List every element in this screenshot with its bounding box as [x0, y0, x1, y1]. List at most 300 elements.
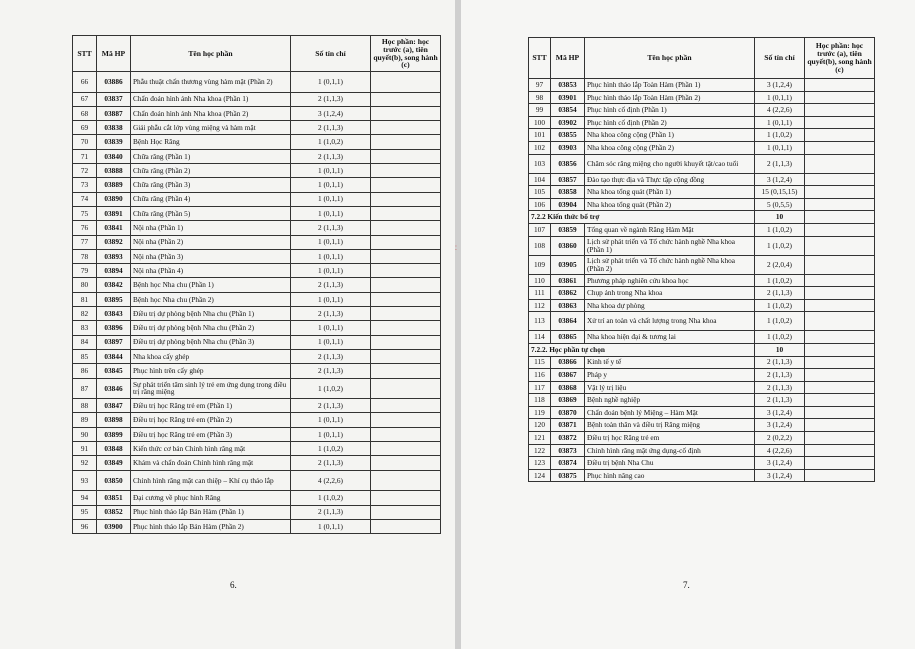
ma-hp-cell: 03858 [551, 186, 585, 199]
table-row [529, 104, 875, 117]
ma-hp-cell: 03837 [97, 92, 131, 106]
so-tin-chi-cell: 1 (0,1,1) [291, 427, 371, 441]
ten-hoc-phan-cell: Chăm sóc răng miệng cho người khuyết tật/cao tuổi [585, 154, 755, 173]
section-empty-cell [805, 211, 875, 224]
stt-cell: 89 [73, 413, 97, 427]
stt-cell: 120 [529, 419, 551, 432]
table-row [529, 381, 875, 394]
table-row [529, 129, 875, 142]
so-tin-chi-cell: 2 (1,1,3) [291, 149, 371, 163]
so-tin-chi-cell: 3 (1,2,4) [755, 79, 805, 92]
prereq-cell [371, 121, 441, 135]
table-row [73, 335, 441, 349]
ten-hoc-phan-cell: Phương pháp nghiên cứu khoa học [585, 274, 755, 287]
so-tin-chi-cell: 1 (1,0,2) [755, 129, 805, 142]
ma-hp-cell: 03874 [551, 457, 585, 470]
ma-hp-cell: 03905 [551, 255, 585, 274]
table-row [529, 312, 875, 331]
table-row [73, 413, 441, 427]
prereq-cell [371, 149, 441, 163]
ma-hp-cell: 03862 [551, 287, 585, 300]
ten-hoc-phan-cell: Sự phát triển tâm sinh lý trẻ em ứng dụng trong điều trị răng miệng [131, 378, 291, 399]
table-row [73, 442, 441, 456]
so-tin-chi-cell: 1 (0,1,1) [291, 519, 371, 533]
table-row [529, 469, 875, 482]
so-tin-chi-cell: 3 (1,2,4) [755, 457, 805, 470]
so-tin-chi-cell: 2 (1,1,3) [755, 394, 805, 407]
table-row [73, 192, 441, 206]
so-tin-chi-cell: 2 (1,1,3) [755, 381, 805, 394]
ma-hp-cell: 03867 [551, 369, 585, 382]
stt-cell: 66 [73, 72, 97, 93]
stt-cell: 70 [73, 135, 97, 149]
table-row [73, 72, 441, 93]
stt-cell: 109 [529, 255, 551, 274]
section-empty-cell [805, 343, 875, 356]
table-row [529, 186, 875, 199]
table-row [73, 399, 441, 413]
stt-cell: 115 [529, 356, 551, 369]
table-row [529, 444, 875, 457]
so-tin-chi-cell: 1 (0,1,1) [291, 72, 371, 93]
stt-cell: 79 [73, 264, 97, 278]
so-tin-chi-cell: 4 (2,2,6) [755, 104, 805, 117]
ten-hoc-phan-cell: Nội nha (Phần 4) [131, 264, 291, 278]
ten-hoc-phan-cell: Nha khoa dự phòng [585, 299, 755, 312]
left-page [0, 0, 455, 649]
ma-hp-cell: 03886 [97, 72, 131, 93]
so-tin-chi-cell: 2 (2,0,4) [755, 255, 805, 274]
stt-cell: 84 [73, 335, 97, 349]
table-row [529, 223, 875, 236]
ma-hp-cell: 03838 [97, 121, 131, 135]
so-tin-chi-cell: 1 (0,1,1) [291, 164, 371, 178]
so-tin-chi-cell: 3 (1,2,4) [755, 173, 805, 186]
table-row [73, 505, 441, 519]
so-tin-chi-cell: 1 (1,0,2) [755, 331, 805, 344]
stt-cell: 90 [73, 427, 97, 441]
so-tin-chi-cell: 5 (0,5,5) [755, 198, 805, 211]
table-body-left [73, 72, 441, 534]
table-row [73, 106, 441, 120]
prereq-cell [805, 299, 875, 312]
stt-cell: 122 [529, 444, 551, 457]
ten-hoc-phan-cell: Nha khoa tổng quát (Phần 1) [585, 186, 755, 199]
ten-hoc-phan-cell: Lịch sử phát triển và Tổ chức hành nghề Nha khoa (Phần 2) [585, 255, 755, 274]
so-tin-chi-cell: 1 (1,0,2) [755, 312, 805, 331]
so-tin-chi-cell: 1 (0,1,1) [291, 413, 371, 427]
ma-hp-cell: 03856 [551, 154, 585, 173]
so-tin-chi-cell: 1 (0,1,1) [291, 335, 371, 349]
so-tin-chi-cell: 2 (1,1,3) [755, 356, 805, 369]
prereq-cell [805, 141, 875, 154]
ten-hoc-phan-cell: Phục hình nâng cao [585, 469, 755, 482]
prereq-cell [371, 491, 441, 505]
table-body-right [529, 79, 875, 482]
prereq-cell [371, 456, 441, 470]
stt-cell: 121 [529, 432, 551, 445]
so-tin-chi-cell: 2 (1,1,3) [291, 92, 371, 106]
ten-hoc-phan-cell: Điều trị học Răng trẻ em [585, 432, 755, 445]
prereq-cell [805, 186, 875, 199]
stt-cell: 123 [529, 457, 551, 470]
page-number-right: 7. [683, 580, 690, 590]
table-row [529, 331, 875, 344]
ten-hoc-phan-cell: Bệnh học Nha chu (Phần 2) [131, 292, 291, 306]
stt-cell: 78 [73, 249, 97, 263]
header-stt: STT [73, 36, 97, 72]
table-row [73, 164, 441, 178]
table-row [73, 456, 441, 470]
so-tin-chi-cell: 2 (1,1,3) [755, 154, 805, 173]
table-row [73, 235, 441, 249]
so-tin-chi-cell: 1 (0,1,1) [291, 292, 371, 306]
ma-hp-cell: 03896 [97, 321, 131, 335]
ma-hp-cell: 03873 [551, 444, 585, 457]
prereq-cell [371, 349, 441, 363]
ma-hp-cell: 03901 [551, 91, 585, 104]
ma-hp-cell: 03898 [97, 413, 131, 427]
ma-hp-cell: 03844 [97, 349, 131, 363]
ten-hoc-phan-cell: Giải phẫu cắt lớp vùng miệng và hàm mặt [131, 121, 291, 135]
ten-hoc-phan-cell: Khám và chẩn đoán Chỉnh hình răng mặt [131, 456, 291, 470]
prereq-cell [371, 221, 441, 235]
stt-cell: 96 [73, 519, 97, 533]
table-row [529, 91, 875, 104]
prereq-cell [371, 378, 441, 399]
prereq-cell [805, 129, 875, 142]
ma-hp-cell: 03857 [551, 173, 585, 186]
stt-cell: 101 [529, 129, 551, 142]
ten-hoc-phan-cell: Phẫu thuật chấn thương vùng hàm mặt (Phần 2) [131, 72, 291, 93]
table-row [73, 470, 441, 491]
ma-hp-cell: 03851 [97, 491, 131, 505]
ten-hoc-phan-cell: Lịch sử phát triển và Tổ chức hành nghề Nha khoa (Phần 1) [585, 236, 755, 255]
table-row [73, 378, 441, 399]
ten-hoc-phan-cell: Chẩn đoán bệnh lý Miệng – Hàm Mặt [585, 406, 755, 419]
ten-hoc-phan-cell: Nha khoa hiện đại & tương lai [585, 331, 755, 344]
ten-hoc-phan-cell: Nha khoa tổng quát (Phần 2) [585, 198, 755, 211]
table-row [529, 369, 875, 382]
ma-hp-cell: 03842 [97, 278, 131, 292]
stt-cell: 73 [73, 178, 97, 192]
table-row [73, 349, 441, 363]
prereq-cell [805, 274, 875, 287]
table-row [529, 79, 875, 92]
so-tin-chi-cell: 2 (1,1,3) [291, 307, 371, 321]
prereq-cell [805, 394, 875, 407]
ten-hoc-phan-cell: Chữa răng (Phần 3) [131, 178, 291, 192]
so-tin-chi-cell: 1 (0,1,1) [291, 249, 371, 263]
so-tin-chi-cell: 1 (0,1,1) [755, 116, 805, 129]
table-row [73, 135, 441, 149]
so-tin-chi-cell: 1 (1,0,2) [291, 378, 371, 399]
ma-hp-cell: 03850 [97, 470, 131, 491]
so-tin-chi-cell: 2 (1,1,3) [291, 349, 371, 363]
prereq-cell [805, 312, 875, 331]
ma-hp-cell: 03846 [97, 378, 131, 399]
prereq-cell [805, 444, 875, 457]
ma-hp-cell: 03860 [551, 236, 585, 255]
so-tin-chi-cell: 2 (1,1,3) [291, 221, 371, 235]
table-row [529, 394, 875, 407]
table-row [529, 457, 875, 470]
ten-hoc-phan-cell: Điều trị học Răng trẻ em (Phần 2) [131, 413, 291, 427]
so-tin-chi-cell: 1 (0,1,1) [291, 206, 371, 220]
so-tin-chi-cell: 1 (1,0,2) [291, 491, 371, 505]
table-row [529, 255, 875, 274]
header-so-tin-chi: Số tín chỉ [291, 36, 371, 72]
stt-cell: 104 [529, 173, 551, 186]
ma-hp-cell: 03893 [97, 249, 131, 263]
ten-hoc-phan-cell: Điều trị dự phòng bệnh Nha chu (Phần 3) [131, 335, 291, 349]
ten-hoc-phan-cell: Nội nha (Phần 1) [131, 221, 291, 235]
ma-hp-cell: 03904 [551, 198, 585, 211]
ma-hp-cell: 03843 [97, 307, 131, 321]
ma-hp-cell: 03897 [97, 335, 131, 349]
so-tin-chi-cell: 1 (1,0,2) [755, 236, 805, 255]
so-tin-chi-cell: 1 (1,0,2) [755, 223, 805, 236]
header-ma-hp: Mã HP [551, 38, 585, 79]
ma-hp-cell: 03853 [551, 79, 585, 92]
page-number-left: 6. [230, 580, 237, 590]
stt-cell: 124 [529, 469, 551, 482]
so-tin-chi-cell: 1 (1,0,2) [755, 299, 805, 312]
table-row [529, 236, 875, 255]
ma-hp-cell: 03859 [551, 223, 585, 236]
table-row [529, 287, 875, 300]
stt-cell: 98 [529, 91, 551, 104]
ma-hp-cell: 03894 [97, 264, 131, 278]
ma-hp-cell: 03891 [97, 206, 131, 220]
ma-hp-cell: 03864 [551, 312, 585, 331]
prereq-cell [371, 178, 441, 192]
ma-hp-cell: 03871 [551, 419, 585, 432]
so-tin-chi-cell: 1 (0,1,1) [291, 192, 371, 206]
stt-cell: 86 [73, 364, 97, 378]
so-tin-chi-cell: 1 (0,1,1) [291, 178, 371, 192]
ma-hp-cell: 03865 [551, 331, 585, 344]
prereq-cell [805, 331, 875, 344]
header-ten-hoc-phan: Tên học phần [585, 38, 755, 79]
section-title: 7.2.2 Kiến thức bổ trợ [529, 211, 755, 224]
stt-cell: 68 [73, 106, 97, 120]
ten-hoc-phan-cell: Nội nha (Phần 3) [131, 249, 291, 263]
ten-hoc-phan-cell: Bệnh toàn thân và điều trị Răng miệng [585, 419, 755, 432]
course-table-right [528, 37, 875, 482]
stt-cell: 113 [529, 312, 551, 331]
ten-hoc-phan-cell: Tổng quan về ngành Răng Hàm Mặt [585, 223, 755, 236]
ma-hp-cell: 03868 [551, 381, 585, 394]
ma-hp-cell: 03903 [551, 141, 585, 154]
prereq-cell [805, 469, 875, 482]
ma-hp-cell: 03902 [551, 116, 585, 129]
stt-cell: 102 [529, 141, 551, 154]
section-row [529, 211, 875, 224]
table-row [529, 356, 875, 369]
ten-hoc-phan-cell: Điều trị bệnh Nha Chu [585, 457, 755, 470]
stt-cell: 71 [73, 149, 97, 163]
stt-cell: 117 [529, 381, 551, 394]
right-page [461, 0, 915, 649]
stt-cell: 118 [529, 394, 551, 407]
ma-hp-cell: 03854 [551, 104, 585, 117]
prereq-cell [371, 413, 441, 427]
so-tin-chi-cell: 3 (1,2,4) [755, 469, 805, 482]
prereq-cell [371, 364, 441, 378]
prereq-cell [805, 223, 875, 236]
ten-hoc-phan-cell: Điều trị dự phòng bệnh Nha chu (Phần 2) [131, 321, 291, 335]
stt-cell: 108 [529, 236, 551, 255]
stt-cell: 74 [73, 192, 97, 206]
so-tin-chi-cell: 3 (1,2,4) [755, 406, 805, 419]
prereq-cell [371, 307, 441, 321]
prereq-cell [371, 249, 441, 263]
so-tin-chi-cell: 1 (0,1,1) [291, 235, 371, 249]
prereq-cell [805, 79, 875, 92]
ten-hoc-phan-cell: Kiến thức cơ bản Chỉnh hình răng mặt [131, 442, 291, 456]
ma-hp-cell: 03890 [97, 192, 131, 206]
header-stt: STT [529, 38, 551, 79]
ma-hp-cell: 03848 [97, 442, 131, 456]
stt-cell: 111 [529, 287, 551, 300]
stt-cell: 112 [529, 299, 551, 312]
ma-hp-cell: 03899 [97, 427, 131, 441]
ten-hoc-phan-cell: Đào tạo thực địa và Thực tập cộng đồng [585, 173, 755, 186]
so-tin-chi-cell: 2 (1,1,3) [755, 287, 805, 300]
ten-hoc-phan-cell: Chẩn đoán hình ảnh Nha khoa (Phần 1) [131, 92, 291, 106]
prereq-cell [805, 287, 875, 300]
ma-hp-cell: 03840 [97, 149, 131, 163]
ma-hp-cell: 03855 [551, 129, 585, 142]
ma-hp-cell: 03847 [97, 399, 131, 413]
ma-hp-cell: 03845 [97, 364, 131, 378]
stt-cell: 97 [529, 79, 551, 92]
table-row [73, 121, 441, 135]
ten-hoc-phan-cell: Nha khoa công cộng (Phần 1) [585, 129, 755, 142]
prereq-cell [371, 442, 441, 456]
ten-hoc-phan-cell: Phục hình cố định (Phần 2) [585, 116, 755, 129]
table-row [529, 406, 875, 419]
so-tin-chi-cell: 15 (0,15,15) [755, 186, 805, 199]
prereq-cell [371, 135, 441, 149]
so-tin-chi-cell: 1 (1,0,2) [291, 135, 371, 149]
prereq-cell [371, 427, 441, 441]
so-tin-chi-cell: 2 (1,1,3) [291, 121, 371, 135]
table-row [73, 427, 441, 441]
prereq-cell [805, 419, 875, 432]
stt-cell: 80 [73, 278, 97, 292]
ma-hp-cell: 03866 [551, 356, 585, 369]
stt-cell: 85 [73, 349, 97, 363]
table-row [529, 116, 875, 129]
table-row [529, 141, 875, 154]
ma-hp-cell: 03889 [97, 178, 131, 192]
prereq-cell [371, 321, 441, 335]
ten-hoc-phan-cell: Chỉnh hình răng mặt can thiệp – Khí cụ tháo lắp [131, 470, 291, 491]
ten-hoc-phan-cell: Vật lý trị liệu [585, 381, 755, 394]
prereq-cell [371, 470, 441, 491]
ten-hoc-phan-cell: Pháp y [585, 369, 755, 382]
prereq-cell [805, 255, 875, 274]
table-row [529, 154, 875, 173]
ten-hoc-phan-cell: Chẩn đoán hình ảnh Nha khoa (Phần 2) [131, 106, 291, 120]
ma-hp-cell: 03895 [97, 292, 131, 306]
table-row [73, 307, 441, 321]
stt-cell: 100 [529, 116, 551, 129]
table-row [73, 221, 441, 235]
stt-cell: 105 [529, 186, 551, 199]
table-row [73, 249, 441, 263]
stt-cell: 119 [529, 406, 551, 419]
so-tin-chi-cell: 2 (1,1,3) [291, 456, 371, 470]
header-so-tin-chi: Số tín chỉ [755, 38, 805, 79]
prereq-cell [805, 154, 875, 173]
stt-cell: 67 [73, 92, 97, 106]
table-row [73, 264, 441, 278]
table-row [73, 491, 441, 505]
stt-cell: 103 [529, 154, 551, 173]
ma-hp-cell: 03841 [97, 221, 131, 235]
header-hoc-phan-prereq: Học phần: học trước (a), tiên quyết(b), song hành (c) [371, 36, 441, 72]
ten-hoc-phan-cell: Chỉnh hình răng mặt ứng dụng-cố định [585, 444, 755, 457]
table-row [529, 274, 875, 287]
so-tin-chi-cell: 2 (1,1,3) [291, 399, 371, 413]
table-row [529, 432, 875, 445]
section-credits: 10 [755, 343, 805, 356]
stt-cell: 81 [73, 292, 97, 306]
prereq-cell [371, 206, 441, 220]
prereq-cell [805, 198, 875, 211]
prereq-cell [805, 457, 875, 470]
stt-cell: 77 [73, 235, 97, 249]
ten-hoc-phan-cell: Bệnh nghề nghiệp [585, 394, 755, 407]
ten-hoc-phan-cell: Phục hình tháo lắp Toàn Hàm (Phần 2) [585, 91, 755, 104]
header-ten-hoc-phan: Tên học phần [131, 36, 291, 72]
prereq-cell [371, 235, 441, 249]
ten-hoc-phan-cell: Chữa răng (Phần 2) [131, 164, 291, 178]
ten-hoc-phan-cell: Nha khoa cấy ghép [131, 349, 291, 363]
ma-hp-cell: 03900 [97, 519, 131, 533]
ma-hp-cell: 03849 [97, 456, 131, 470]
table-row [73, 364, 441, 378]
prereq-cell [371, 106, 441, 120]
ma-hp-cell: 03887 [97, 106, 131, 120]
table-row [73, 292, 441, 306]
prereq-cell [805, 381, 875, 394]
so-tin-chi-cell: 3 (1,2,4) [291, 106, 371, 120]
ten-hoc-phan-cell: Phục hình tháo lắp Bán Hàm (Phần 1) [131, 505, 291, 519]
ten-hoc-phan-cell: Phục hình trên cấy ghép [131, 364, 291, 378]
table-row [529, 299, 875, 312]
ma-hp-cell: 03863 [551, 299, 585, 312]
prereq-cell [805, 432, 875, 445]
ma-hp-cell: 03875 [551, 469, 585, 482]
so-tin-chi-cell: 2 (1,1,3) [291, 505, 371, 519]
prereq-cell [805, 104, 875, 117]
ma-hp-cell: 03861 [551, 274, 585, 287]
ten-hoc-phan-cell: Điều trị học Răng trẻ em (Phần 3) [131, 427, 291, 441]
stt-cell: 116 [529, 369, 551, 382]
so-tin-chi-cell: 2 (1,1,3) [755, 369, 805, 382]
prereq-cell [371, 264, 441, 278]
ma-hp-cell: 03892 [97, 235, 131, 249]
stt-cell: 114 [529, 331, 551, 344]
stt-cell: 91 [73, 442, 97, 456]
ma-hp-cell: 03852 [97, 505, 131, 519]
so-tin-chi-cell: 3 (1,2,4) [755, 419, 805, 432]
prereq-cell [805, 369, 875, 382]
